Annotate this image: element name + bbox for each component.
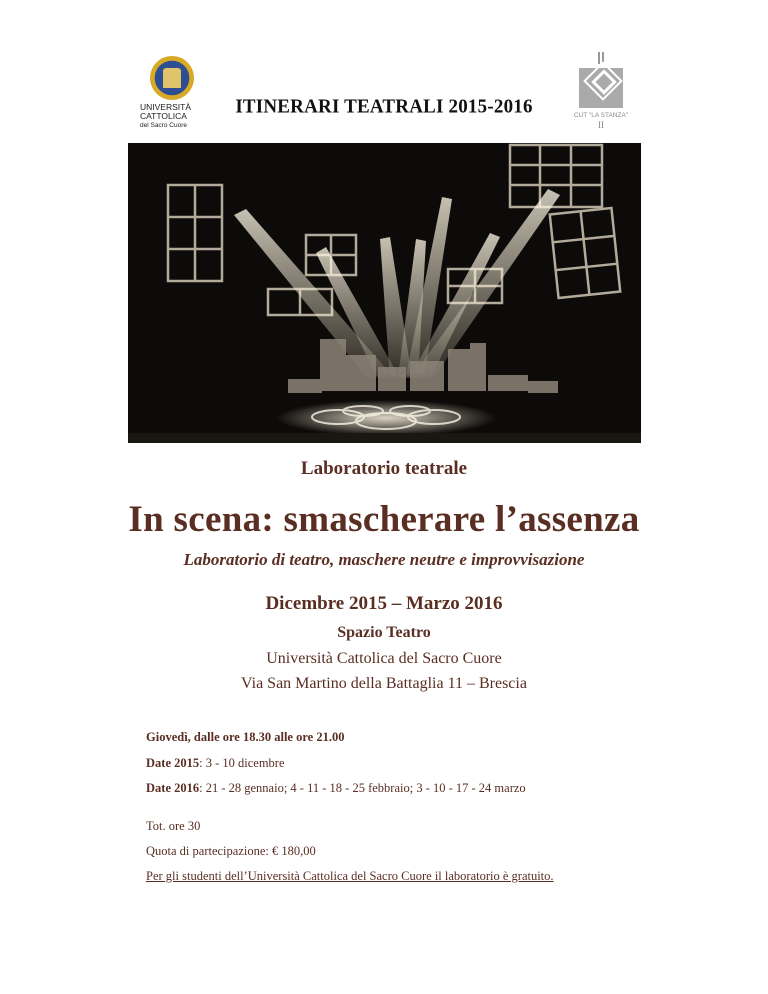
venue-address: Via San Martino della Battaglia 11 – Brescia <box>241 675 527 692</box>
schedule-day: Giovedì, dalle ore 18.30 alle ore 21.00 <box>146 730 345 744</box>
event-subtitle: Laboratorio di teatro, maschere neutre e improvvisazione <box>183 550 585 569</box>
university-crest-icon <box>150 56 194 100</box>
cut-diamond-icon <box>579 68 623 108</box>
cut-logo <box>568 52 634 132</box>
event-title: In scena: smascherare l’assenza <box>128 499 640 540</box>
event-period: Dicembre 2015 – Marzo 2016 <box>265 593 503 614</box>
dates-2015-label: Date 2015 <box>146 756 200 770</box>
page-header-title: ITINERARI TEATRALI 2015-2016 <box>235 95 533 118</box>
total-hours: Tot. ore 30 <box>146 819 201 833</box>
event-label: Laboratorio teatrale <box>300 458 468 479</box>
university-logo-text: UNIVERSITÀ CATTOLICA del Sacro Cuore <box>140 102 192 129</box>
free-note: Per gli studenti dell’Università Cattolica del Sacro Cuore il laboratorio è gratuito. <box>146 869 554 883</box>
venue-name: Spazio Teatro <box>337 624 431 641</box>
cut-logo-label: CUT "LA STANZA" <box>573 112 629 119</box>
dates-2015-value: : 3 - 10 dicembre <box>199 756 285 770</box>
dates-2016 <box>146 781 526 796</box>
dates-2016-label: Date 2016 <box>146 781 200 795</box>
dates-2016-value: : 21 - 28 gennaio; 4 - 11 - 18 - 25 febbraio; 3 - 10 - 17 - 24 marzo <box>199 781 526 795</box>
dates-2015 <box>146 756 285 771</box>
participation-fee: Quota di partecipazione: € 180,00 <box>146 844 316 858</box>
logo-bar-icon <box>598 52 600 64</box>
stage-photo <box>128 143 641 443</box>
venue-university: Università Cattolica del Sacro Cuore <box>266 650 502 667</box>
cut-logo-roman: II <box>598 120 604 130</box>
